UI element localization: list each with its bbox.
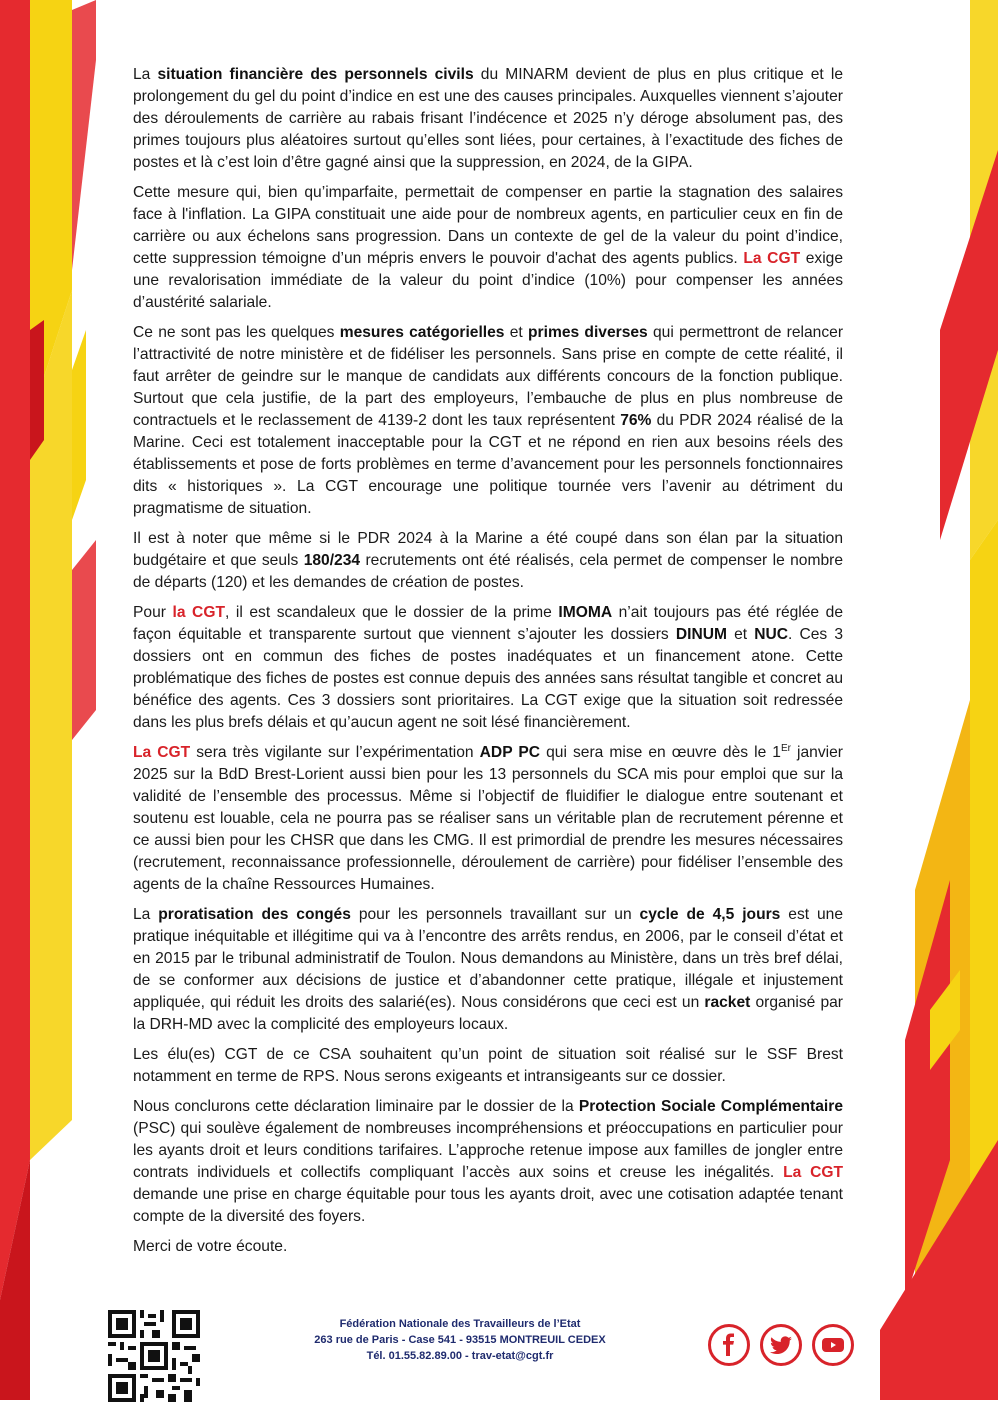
paragraph-3: Ce ne sont pas les quelques mesures catégorielles et primes diverses qui permettront de relancer l’attractivité de notre ministère et de fidéliser les personnels. Sans prise en compte de cette réalité, il faut arrêter de geindre sur le manque de candidats aux différents concours de la fonction publique. Surtout que cela justifie, de la part des employeurs, l’embauche de plus en plus nombreuse de contractuels et le reclassement de 4139-2 dont les taux représentent 76% du PDR 2024 réalisé de la Marine. Ceci est totalement inacceptable pour la CGT et ne répond en rien aux besoins réels des établissements et pose de forts problèmes en terme d’avancement pour les personnels fonctionnaires dits « historiques ». La CGT encourage une politique tournée vers l’avenir au détriment du pragmatisme de situation. (133, 324, 844, 517)
federation-name: Fédération Nationale des Travailleurs de l’Etat (339, 1318, 581, 1330)
closing-line: Merci de votre écoute. (133, 1238, 288, 1255)
paragraph-5: Pour la CGT, il est scandaleux que le dossier de la prime IMOMA n’ait toujours pas été réglée de façon équitable et transparente surtout que viennent s’ajouter les dossiers DINUM et NUC. Ces 3 dossiers ont en commun des fiches de postes inadéquates et un financement atone. Cette problématique des fiches de postes est connue depuis des années sans résultat tangible et concret au bénéfice des agents. Ces 3 dossiers sont prioritaires. La CGT exige que la situation soit redressée dans les plus brefs délais et qu’aucun agent ne soit lésé financièrement. (133, 604, 844, 731)
paragraph-1: La situation financière des personnels civils du MINARM devient de plus en plus critique et le prolongement du gel du point d’indice en est une des causes principales. Auxquelles viennent s’ajouter des déroulements de carrière au rabais frisant l’indécence et 2025 n’y déroge absolument pas, des primes toujours plus aléatoires surtout qu’elles sont liées, pour certaines, à l’exactitude des fiches de postes et là c’est loin d’être gagné ainsi que la suppression, en 2024, de la GIPA. (133, 66, 843, 171)
paragraph-8: Les élu(es) CGT de ce CSA souhaitent qu’un point de situation soit réalisé sur le SSF Brest notamment en terme de RPS. Nous serons exigeants et intransigeants sur ce dossier. (133, 1046, 843, 1085)
federation-address (300, 1316, 620, 1364)
paragraph-4: Il est à noter que même si le PDR 2024 à la Marine a été coupé dans son élan par la situation budgétaire et que seuls 180/234 recrutements ont été réalisés, cela permet de compenser le nombre de départs (120) et les demandes de création de postes. (133, 530, 844, 591)
paragraph-2: Cette mesure qui, bien qu’imparfaite, permettait de compenser en partie la stagnation des salaires face à l'inflation. La GIPA constituait une aide pour de nombreux agents, en particulier ceux en fin de carrière ou aux échelons sans progression. Dans un contexte de gel de la valeur du point d’indice, cette suppression témoigne d’un mépris envers le pouvoir d'achat des agents publics. La CGT exige une revalorisation immédiate de la valeur du point d’indice (10%) pour compenser les années d’austérité salariale. (133, 184, 843, 311)
paragraph-6: La CGT sera très vigilante sur l’expérimentation ADP PC qui sera mise en œuvre dès le 1Er janvier 2025 sur la BdD Brest-Lorient aussi bien pour les 13 personnels du SCA mis pour emploi que sur la validité de l’ensemble des processus. Même si l’objectif de fluidifier le dialogue entre soutenant et soutenu est louable, cela ne pourra pas se réaliser sans un véritable plan de recrutement pérenne et ce aussi bien pour les CHSR que dans les CMG. Il est primordial de prendre les mesures nécessaires (recrutement, reconnaissance professionnelle, déroulement de carrière) pour fidéliser l’ensemble des agents de la chaîne Ressources Humaines. (133, 742, 843, 893)
document-body (133, 64, 843, 1266)
facebook-icon[interactable] (708, 1324, 750, 1366)
footer (0, 1300, 998, 1400)
qr-code[interactable] (108, 1310, 200, 1402)
twitter-icon[interactable] (760, 1324, 802, 1366)
paragraph-9: Nous conclurons cette déclaration liminaire par le dossier de la Protection Sociale Complémentaire (PSC) qui soulève également de nombreuses incompréhensions et préoccupations en particulier pour les ayants droit et leurs conditions tarifaires. L’approche retenue impose aux familles de jongler entre contrats individuels et collectifs compliquant l’accès aux soins et creuse les inégalités. La CGT demande une prise en charge équitable pour tous les ayants droit, avec une cotisation adaptée tenant compte de la diversité des foyers. (133, 1098, 844, 1225)
youtube-icon[interactable] (812, 1324, 854, 1366)
paragraph-7: La proratisation des congés pour les personnels travaillant sur un cycle de 4,5 jours est une pratique inéquitable et illégitime qui va à l’encontre des arrêts rendus, en 2006, par le conseil d’état et en 2015 par le tribunal administratif de Toulon. Nous demandons au Ministère, dans un très bref délai, de se conformer aux décisions de justice et d’abandonner cette pratique, illégale et injustement appliquée, qui réduit les droits des salarié(es). Nous considérons que ceci est un racket organisé par la DRH-MD avec la complicité des employeurs locaux. (133, 906, 844, 1033)
postal-address: 263 rue de Paris - Case 541 - 93515 MONTREUIL CEDEX (314, 1334, 606, 1346)
contact-line[interactable]: Tél. 01.55.82.89.00 - trav-etat@cgt.fr (366, 1350, 554, 1362)
